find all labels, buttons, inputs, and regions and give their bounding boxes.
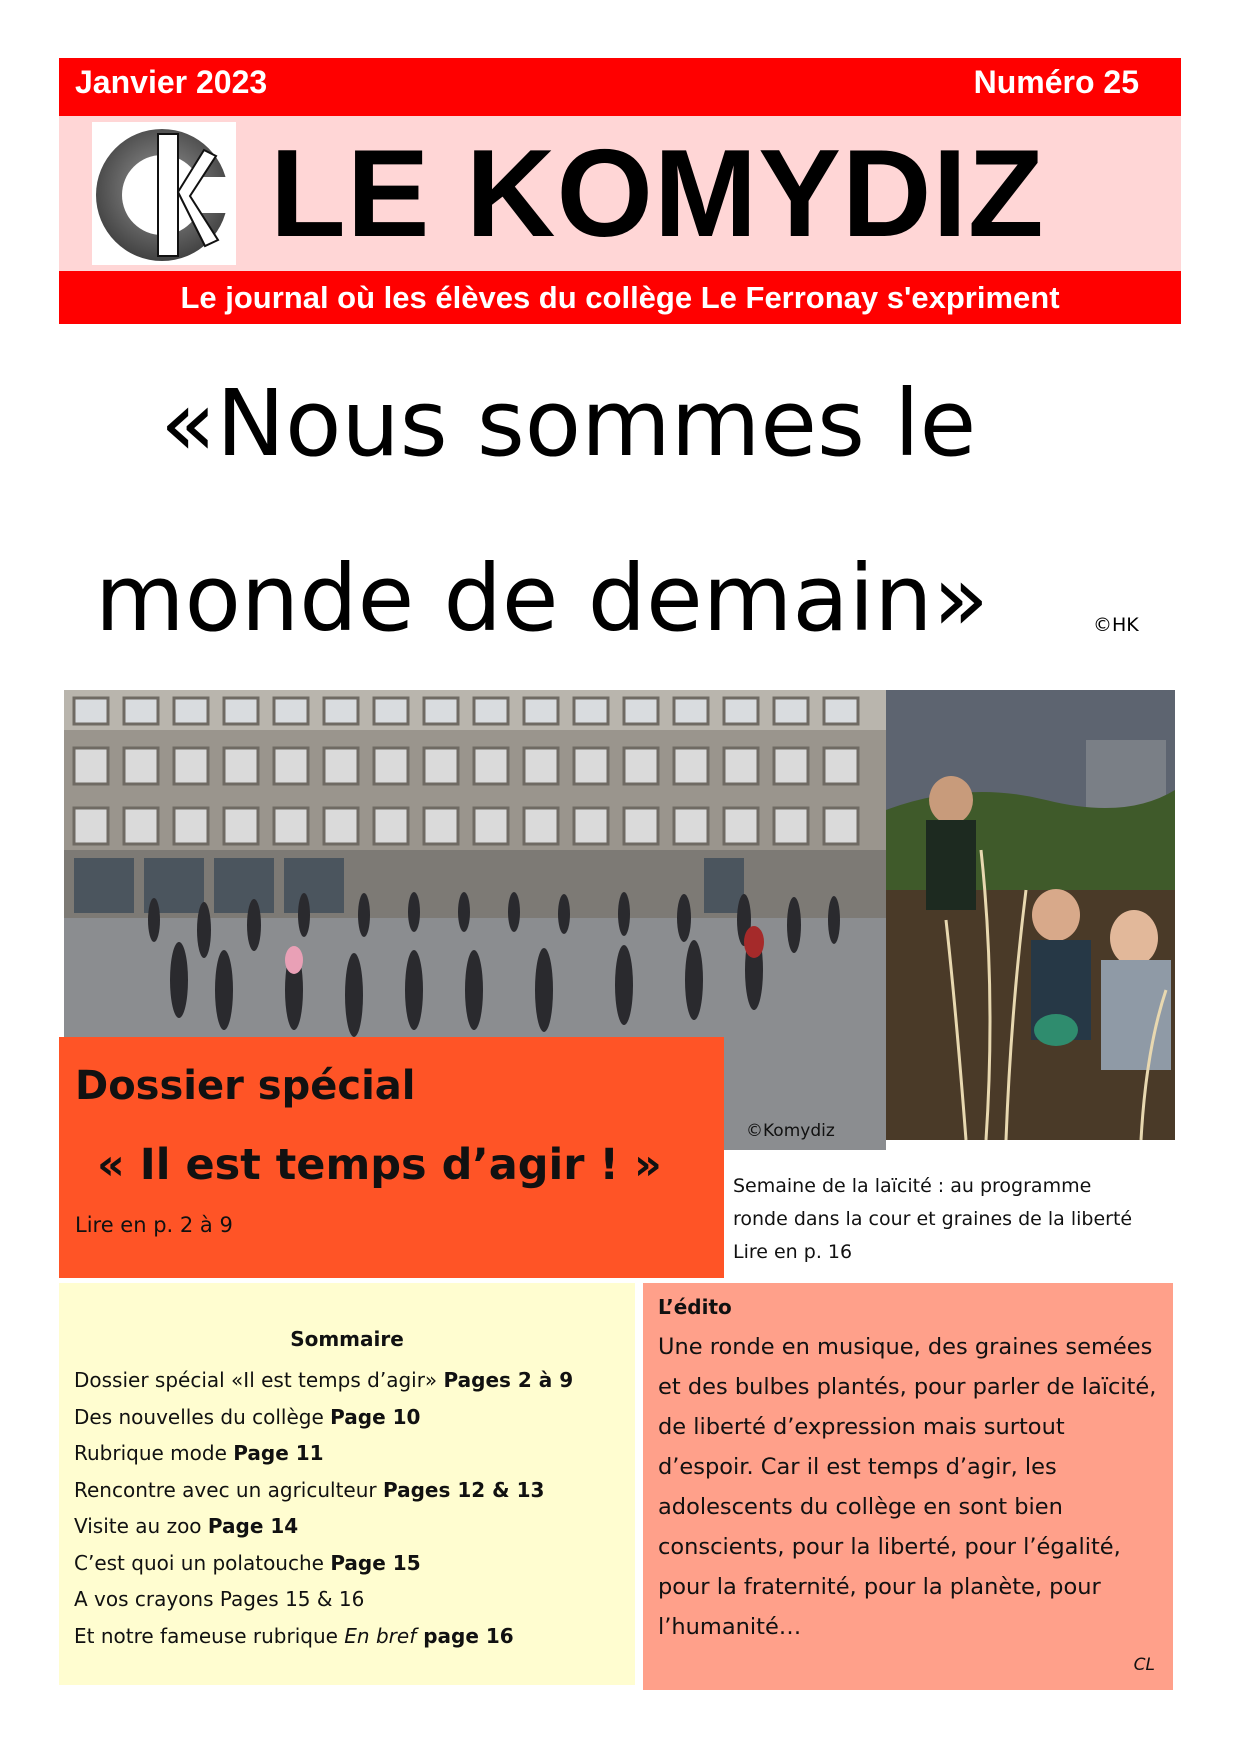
toc-title: Sommaire [290, 1327, 404, 1351]
toc-list [74, 1362, 573, 1654]
caption-page-ref: Lire en p. 16 [733, 1241, 853, 1263]
side-photo-caption [733, 1170, 1173, 1269]
toc-item: C’est quoi un polatouche Page 15 [74, 1550, 421, 1575]
issue-date: Janvier 2023 [75, 64, 268, 100]
headline-line-1: «Nous sommes le [160, 370, 977, 477]
toc-item: Dossier spécial «Il est temps d’agir» Pages 2 à 9 [74, 1368, 574, 1392]
headline-line-2: monde de demain» [95, 545, 989, 652]
caption-line: ronde dans la cour et graines de la liberté [733, 1208, 1133, 1230]
editorial-box [643, 1283, 1173, 1690]
table-of-contents [59, 1283, 635, 1685]
masthead-top-bar [59, 58, 1181, 116]
editorial-title: L’édito [658, 1295, 732, 1319]
toc-item: Rubrique mode Page 11 [74, 1441, 324, 1465]
special-feature-page-ref: Lire en p. 2 à 9 [75, 1213, 233, 1237]
planting-photo [886, 690, 1175, 1140]
toc-item: Rencontre avec un agriculteur Pages 12 & 13 [74, 1477, 545, 1502]
toc-item: A vos crayons Pages 15 & 16 [74, 1587, 365, 1611]
editorial-signature: CL [1133, 1655, 1155, 1675]
tagline: Le journal où les élèves du collège Le Ferronay s'expriment [180, 280, 1060, 315]
planting-photo-illustration [886, 690, 1175, 1140]
special-feature-quote: « Il est temps d’agir ! » [97, 1140, 662, 1190]
komydiz-logo [92, 122, 236, 265]
issue-number: Numéro 25 [973, 64, 1139, 100]
toc-item: Visite au zoo Page 14 [74, 1514, 299, 1538]
tagline-bar [59, 271, 1181, 324]
special-feature-title: Dossier spécial [75, 1063, 416, 1109]
photo-credit: ©Komydiz [746, 1121, 835, 1141]
newspaper-title: LE KOMYDIZ [270, 125, 1045, 263]
toc-item: Et notre fameuse rubrique En bref page 16 [74, 1623, 514, 1648]
editorial-body: Une ronde en musique, des graines semées et des bulbes plantés, pour parler de laïcité, de liberté d’expression mais surtout d’espoir. Car il est temps d’agir, les adolescents du collège en sont bien conscients, pour la liberté, pour l’égalité, pour la fraternité, pour la planète, pour l’humanité… [658, 1334, 1157, 1640]
special-feature-box [59, 1037, 724, 1278]
logo-ck-icon [92, 122, 236, 265]
caption-line: Semaine de la laïcité : au programme [733, 1175, 1092, 1197]
headline-credit: ©HK [1093, 614, 1139, 636]
toc-item: Des nouvelles du collège Page 10 [74, 1404, 421, 1429]
